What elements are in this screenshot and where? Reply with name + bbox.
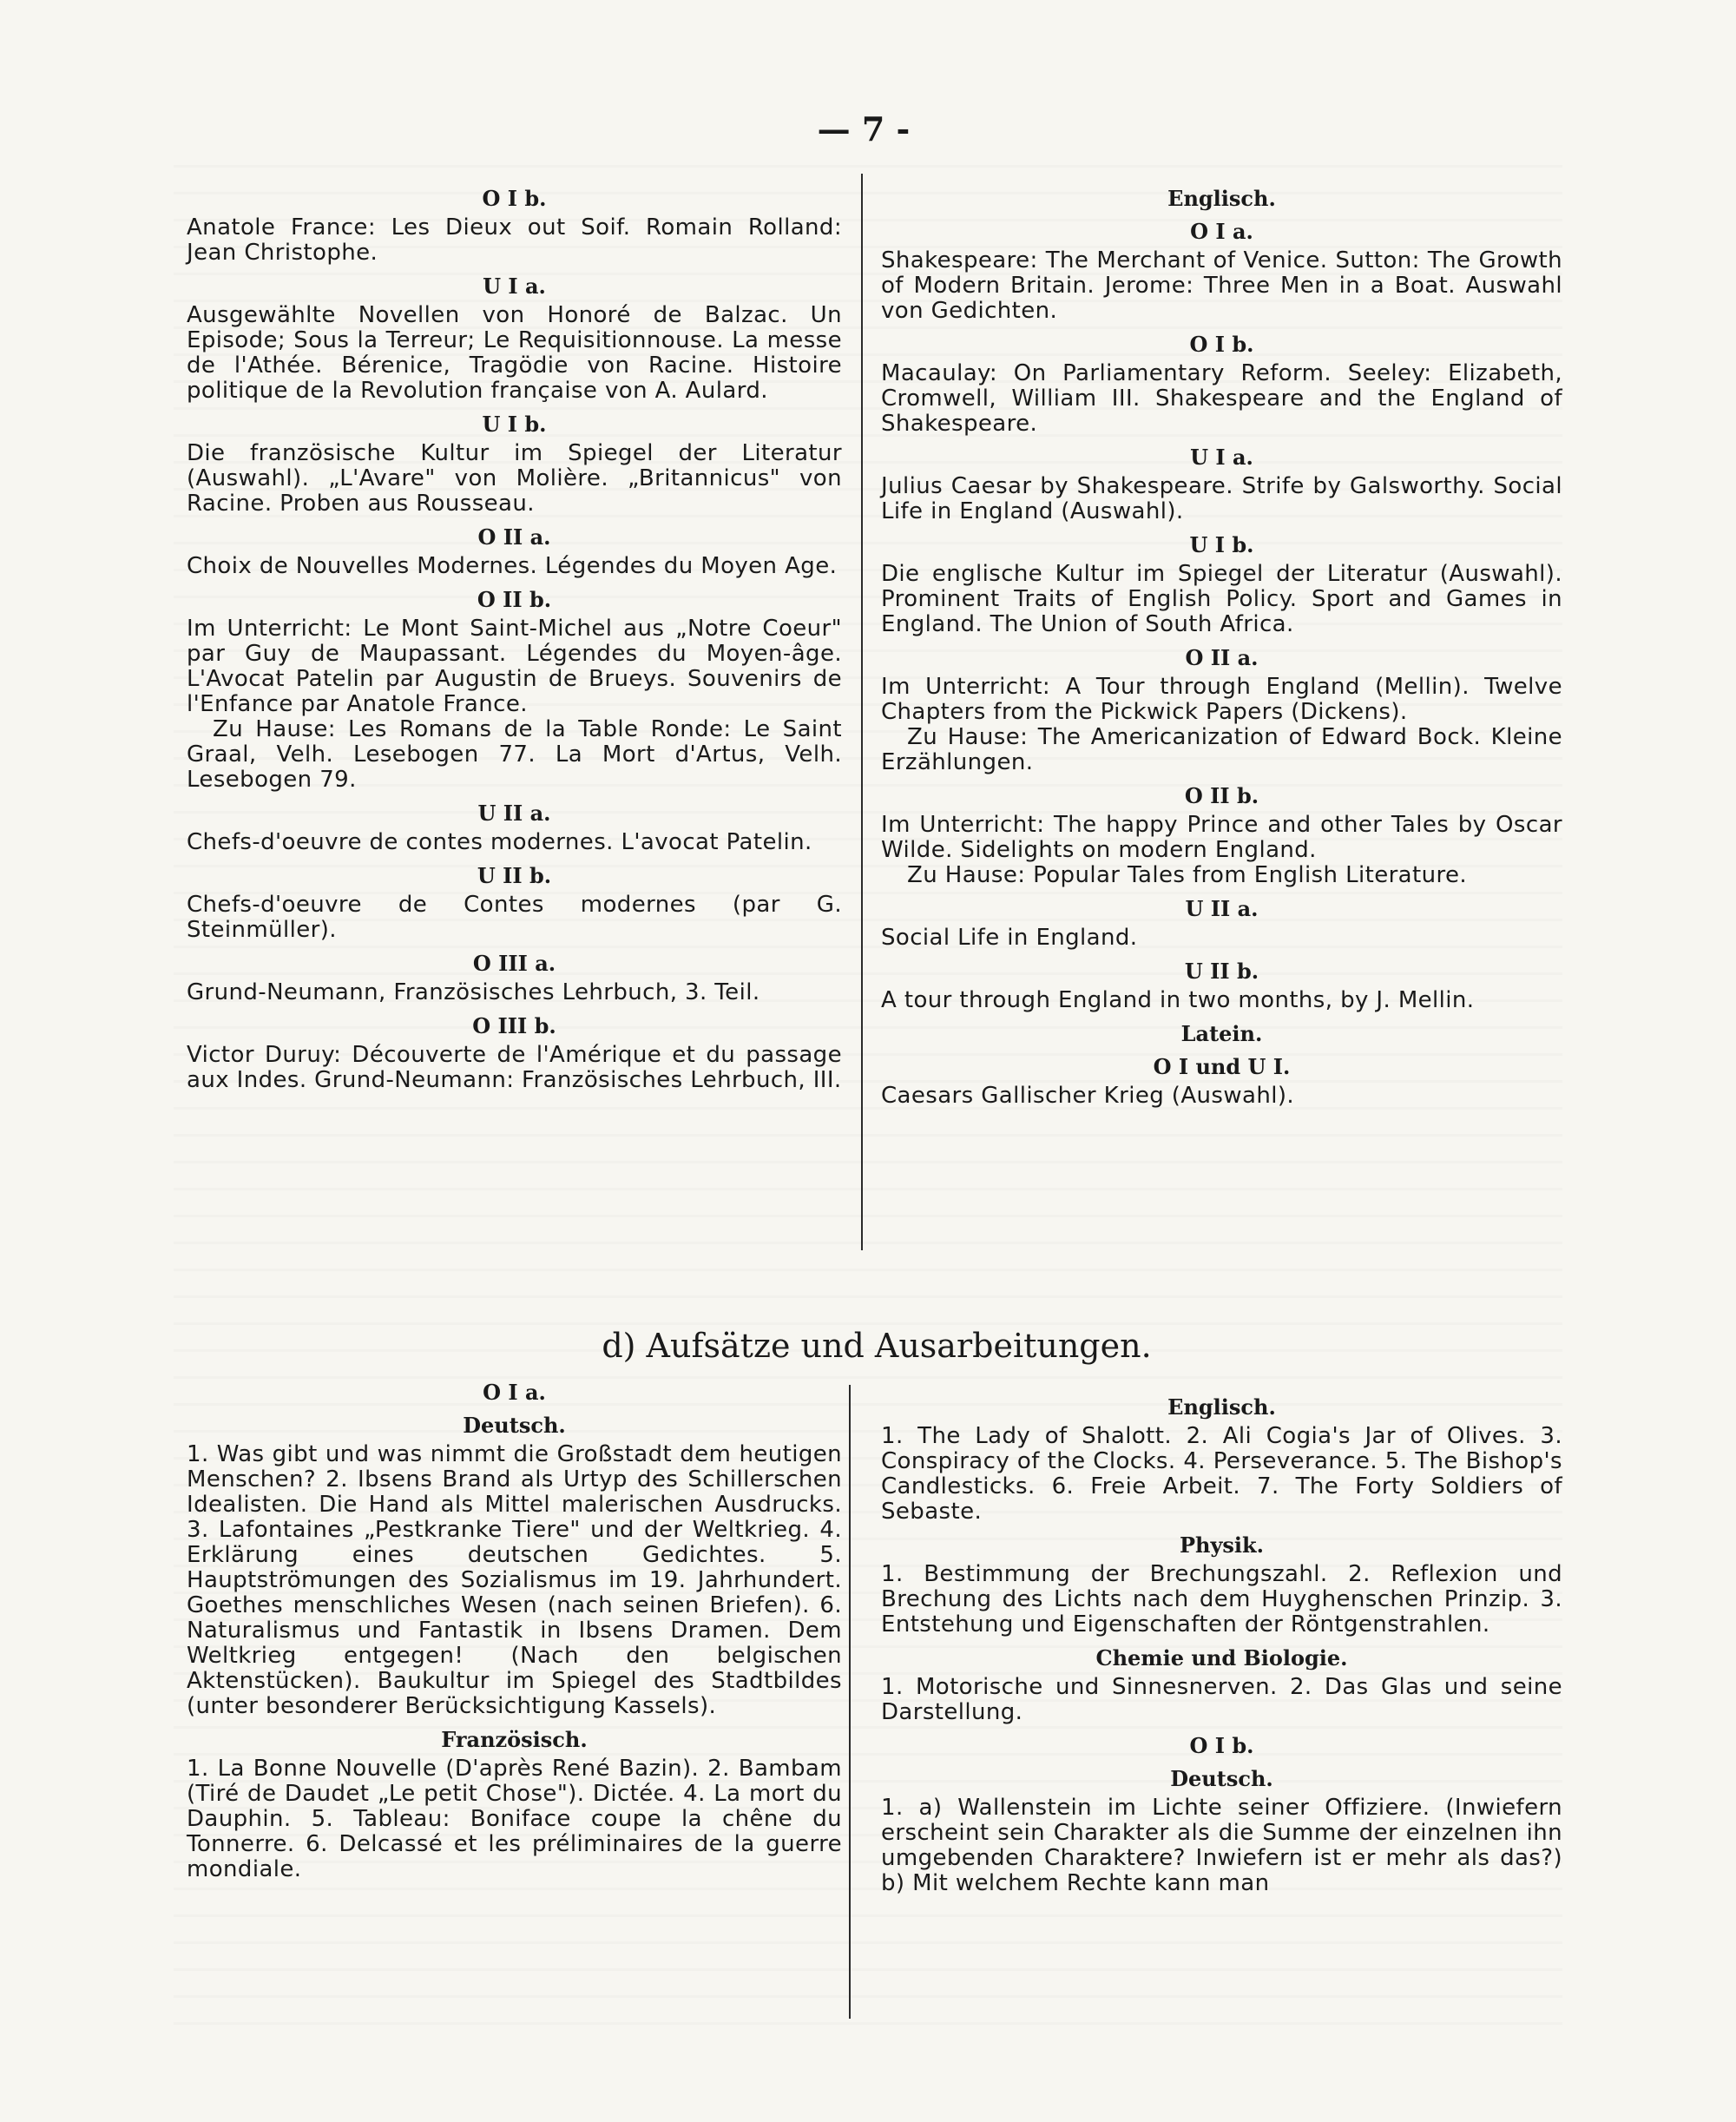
paragraph: Caesars Gallischer Krieg (Auswahl). <box>881 1083 1295 1109</box>
section-heading: O II b. <box>1184 783 1259 808</box>
paragraph: Im Unterricht: Le Mont Saint-Michel aus „Notre Coeur" par Guy de Maupassant. Légendes du Moyen-âge. L'Avocat Patelin par Augustin de Brueys. Souvenirs de l'Enfance par Anatole France. <box>187 616 842 717</box>
section-heading: U I b. <box>1189 532 1254 557</box>
paragraph: Social Life in England. <box>881 925 1138 951</box>
section-heading: O I und U I. <box>1153 1054 1291 1079</box>
section-heading: U II a. <box>1185 896 1259 921</box>
paragraph: 1. a) Wallenstein im Lichte seiner Offiziere. (Inwiefern erscheint sein Charakter als die Summe der einzelnen ihn umgebenden Charaktere? Inwiefern ist er mehr als das?) b) Mit welchem Rechte kann man <box>881 1795 1562 1896</box>
paragraph: 1. The Lady of Shalott. 2. Ali Cogia's Jar of Olives. 3. Conspiracy of the Clocks. 4. Perseverance. 5. The Bishop's Candlesticks. 6. Freie Arbeit. 7. The Forty Soldiers of Sebaste. <box>881 1423 1562 1525</box>
section-heading: O II b. <box>477 587 552 612</box>
section-heading: Englisch. <box>1167 1394 1276 1420</box>
section-heading: Französisch. <box>441 1727 588 1752</box>
paragraph: 1. Bestimmung der Brechungszahl. 2. Reflexion und Brechung des Lichts nach dem Huyghenschen Prinzip. 3. Entstehung und Eigenschaften der Röntgenstrahlen. <box>881 1561 1562 1638</box>
paragraph: Die französische Kultur im Spiegel der Literatur (Auswahl). „L'Avare" von Molière. „Britannicus" von Racine. Proben aus Rousseau. <box>187 440 842 517</box>
section-heading: O I a. <box>1190 219 1253 244</box>
paragraph: 1. La Bonne Nouvelle (D'après René Bazin). 2. Bambam (Tiré de Daudet „Le petit Chose"). Dictée. 4. La mort du Dauphin. 5. Tableau: Boniface coupe la chêne du Tonnerre. 6. Delcassé et les préliminaires de la guerre mondiale. <box>187 1756 842 1882</box>
paragraph: Julius Caesar by Shakespeare. Strife by Galsworthy. Social Life in England (Auswahl). <box>881 473 1562 524</box>
paragraph: Ausgewählte Novellen von Honoré de Balzac. Un Episode; Sous la Terreur; Le Requisitionnouse. La messe de l'Athée. Bérenice, Tragödie von Racine. Histoire politique de la Revolution française von A. Aulard. <box>187 302 842 404</box>
paragraph: Chefs-d'oeuvre de contes modernes. L'avocat Patelin. <box>187 829 812 855</box>
paragraph: Macaulay: On Parliamentary Reform. Seeley: Elizabeth, Cromwell, William III. Shakespeare and the England of Shakespeare. <box>881 360 1562 437</box>
left-column-bottom <box>187 1372 842 1882</box>
section-heading: O I b. <box>1189 1733 1254 1758</box>
column-divider-top <box>861 174 863 1250</box>
section-heading: O III a. <box>472 951 556 976</box>
paragraph: Zu Hause: Les Romans de la Table Ronde: Le Saint Graal, Velh. Lesebogen 77. La Mort d'Artus, Velh. Lesebogen 79. <box>187 716 842 793</box>
paragraph: Grund-Neumann, Französisches Lehrbuch, 3. Teil. <box>187 979 760 1005</box>
section-title: d) Aufsätze und Ausarbeitungen. <box>602 1327 1152 1365</box>
paragraph: Zu Hause: Popular Tales from English Literature. <box>907 862 1468 888</box>
paragraph: Shakespeare: The Merchant of Venice. Sutton: The Growth of Modern Britain. Jerome: Three Men in a Boat. Auswahl von Gedichten. <box>881 247 1562 324</box>
paragraph: Die englische Kultur im Spiegel der Literatur (Auswahl). Prominent Traits of English Policy. Sport and Games in England. The Union of South Africa. <box>881 561 1562 637</box>
section-heading: O II a. <box>1185 645 1259 670</box>
paragraph: 1. Motorische und Sinnesnerven. 2. Das Glas und seine Darstellung. <box>881 1674 1562 1725</box>
section-heading: U I a. <box>483 273 546 299</box>
left-column-top <box>187 178 842 1093</box>
section-heading: U I b. <box>482 412 547 437</box>
paragraph: Anatole France: Les Dieux out Soif. Romain Rolland: Jean Christophe. <box>187 214 842 266</box>
section-heading: O III b. <box>472 1013 556 1038</box>
paragraph: Zu Hause: The Americanization of Edward Bock. Kleine Erzählungen. <box>881 724 1562 775</box>
section-heading: U II b. <box>477 863 552 888</box>
column-divider-bottom <box>849 1385 851 2019</box>
section-heading: Deutsch. <box>463 1413 566 1438</box>
section-heading: O I b. <box>482 186 547 211</box>
right-column-top <box>881 178 1562 1109</box>
paragraph: A tour through England in two months, by J. Mellin. <box>881 987 1475 1013</box>
paragraph: Im Unterricht: The happy Prince and other Tales by Oscar Wilde. Sidelights on modern England. <box>881 812 1562 863</box>
paragraph: Chefs-d'oeuvre de Contes modernes (par G. Steinmüller). <box>187 892 842 943</box>
section-heading: Englisch. <box>1167 186 1276 211</box>
section-heading: U I a. <box>1190 445 1253 470</box>
right-column-bottom <box>881 1387 1562 1896</box>
section-heading: U II b. <box>1184 959 1259 984</box>
section-heading: Deutsch. <box>1170 1766 1273 1791</box>
section-heading: Physik. <box>1179 1532 1265 1558</box>
paragraph: 1. Was gibt und was nimmt die Großstadt dem heutigen Menschen? 2. Ibsens Brand als Urtyp des Schillerschen Idealisten. Die Hand als Mittel malerischen Ausdrucks. 3. Lafontaines „Pestkranke Tiere" und der Weltkrieg. 4. Erklärung eines deutschen Gedichtes. 5. Hauptströmungen des Sozialismus im 19. Jahrhundert. Goethes menschliches Wesen (nach seinen Briefen). 6. Naturalismus und Fantastik in Ibsens Dramen. Dem Weltkrieg entgegen! (Nach den belgischen Aktenstücken). Baukultur im Spiegel des Stadtbildes (unter besonderer Berücksichtigung Kassels). <box>187 1441 842 1719</box>
paragraph: Im Unterricht: A Tour through England (Mellin). Twelve Chapters from the Pickwick Papers (Dickens). <box>881 674 1562 725</box>
section-heading: U II a. <box>477 801 551 826</box>
section-heading: Latein. <box>1180 1021 1263 1046</box>
page-number: — 7 - <box>817 109 911 148</box>
paragraph: Victor Duruy: Découverte de l'Amérique et du passage aux Indes. Grund-Neumann: Französisches Lehrbuch, III. <box>187 1042 842 1093</box>
section-heading: O I a. <box>483 1380 546 1405</box>
section-heading: Chemie und Biologie. <box>1095 1645 1348 1671</box>
section-heading: O I b. <box>1189 332 1254 357</box>
paragraph: Choix de Nouvelles Modernes. Légendes du Moyen Age. <box>187 553 838 579</box>
section-heading: O II a. <box>477 524 551 550</box>
